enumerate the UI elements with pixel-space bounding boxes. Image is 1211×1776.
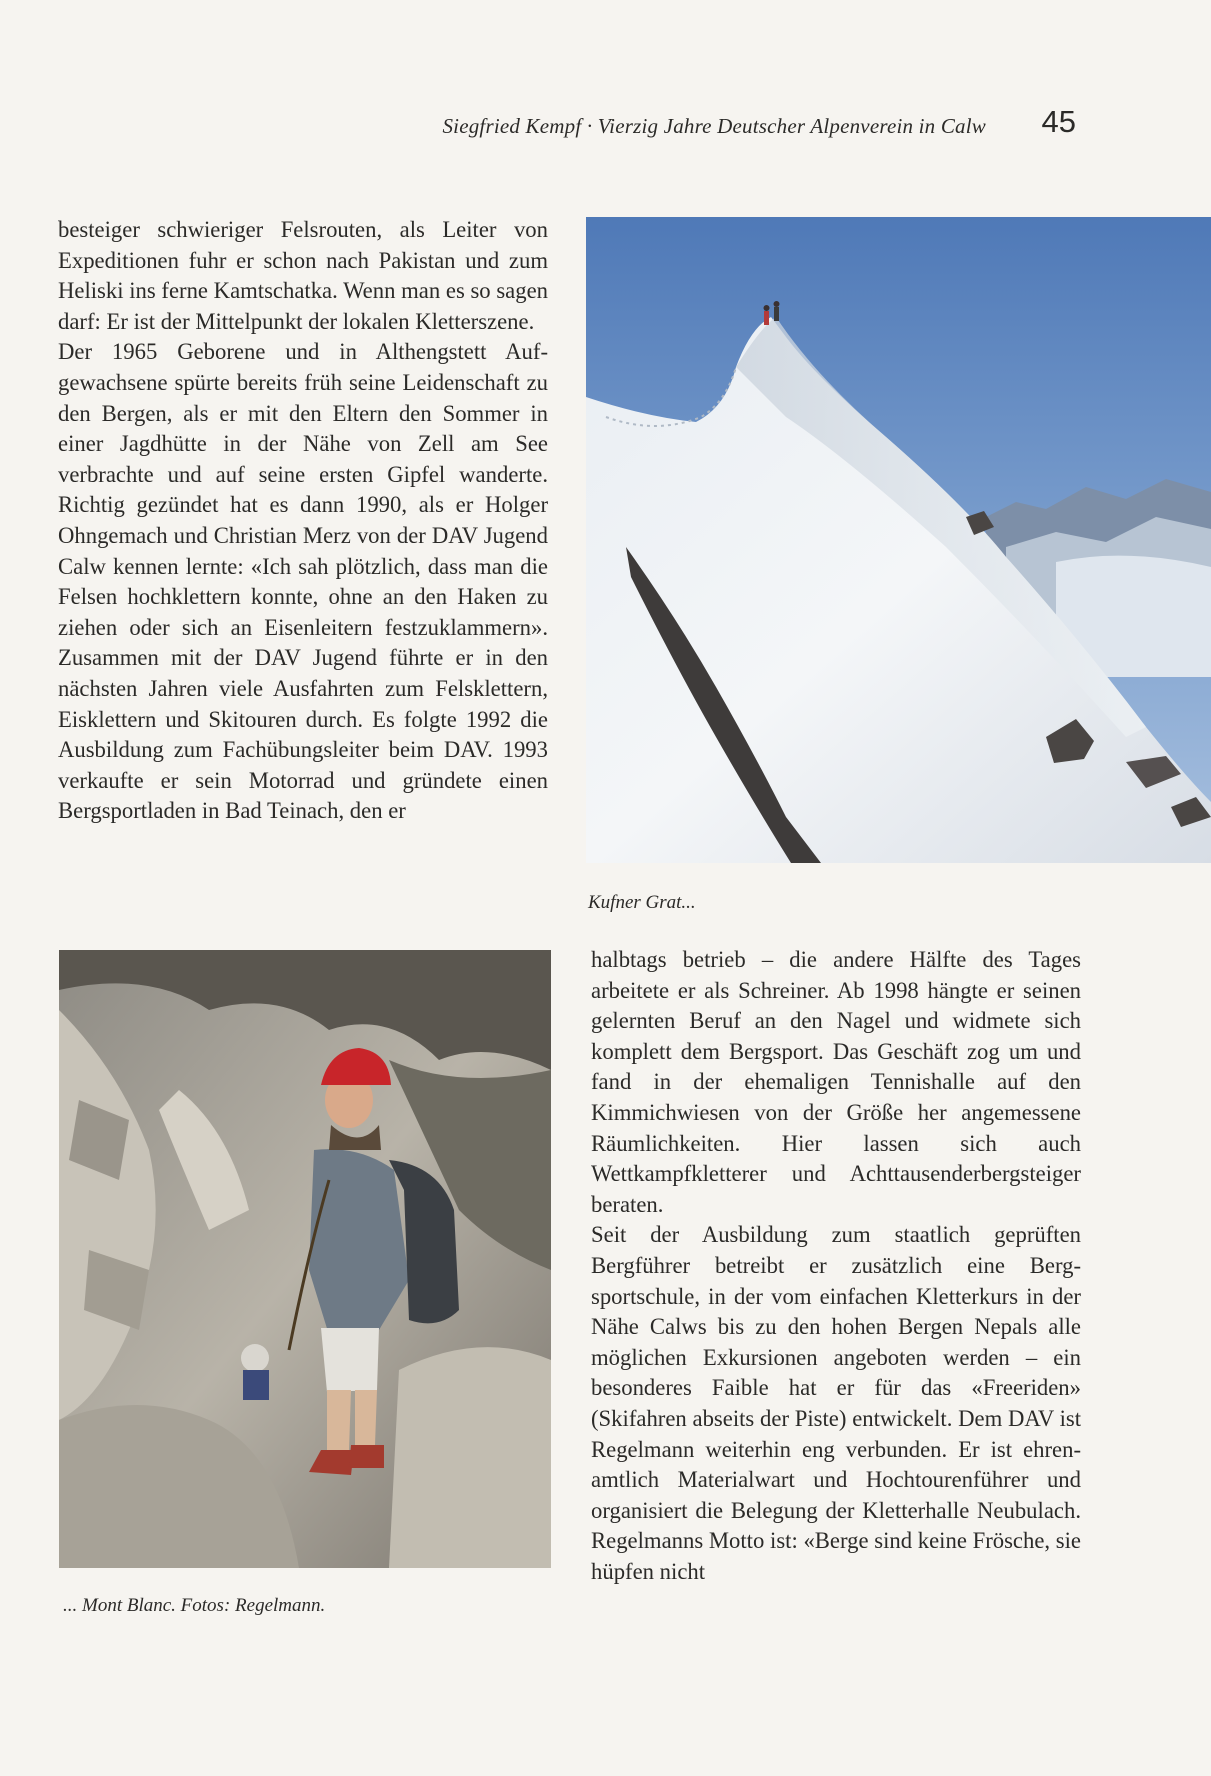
page-number: 45 xyxy=(1041,104,1076,139)
right-paragraph-2: Seit der Ausbildung zum staatlich geprüften Bergführer betreibt er zusätzlich eine Bergsportschule, in der vom einfachen Kletterkurs in der Nähe Calws bis zu den hohen Bergen Nepals alle möglichen Exkursionen angeboten werden – ein besonderes Faible hat er für das «Freeriden» (Skifahren abseits der Piste) entwickelt. Dem DAV ist Regelmann weiterhin eng verbunden. Er ist ehrenamtlich Materialwart und Hochtourenführer und organisiert die Belegung der Kletterhalle Neubulach. Regelmanns Motto ist: «Berge sind keine Frösche, sie hüpfen nicht xyxy=(591,1222,1081,1584)
climber-figure-2 xyxy=(774,307,779,321)
left-text-column xyxy=(58,215,548,827)
ridge-photo-caption: Kufner Grat... xyxy=(588,892,696,913)
climber-illustration xyxy=(59,950,551,1568)
belayer-helmet xyxy=(241,1344,269,1372)
right-text-column xyxy=(591,945,1081,1587)
climber-figure-1 xyxy=(764,311,769,325)
left-paragraph-2: Der 1965 Geborene und in Althengstett Aufgewachsene spürte bereits früh seine Leidenschaft zu den Bergen, als er mit den Eltern den Sommer in einer Jagdhütte in der Nähe von Zell am See verbrachte und auf seine ersten Gipfel wanderte. Richtig gezündet hat es dann 1990, als er Holger Ohngemach und Christian Merz von der DAV Jugend Calw kennen lernte: «Ich sah plötzlich, dass man die Felsen hochklettern konnte, ohne an den Haken zu ziehen oder sich an Eisenleitern festzuklammern». Zusammen mit der DAV Jugend führte er in den nächsten Jahren viele Ausfahrten zum Felsklettern, Eisklettern und Skitouren durch. Es folgte 1992 die Ausbildung zum Fachübungsleiter beim DAV. 1993 verkaufte er sein Motorrad und gründete einen Bergsportladen in Bad Teinach, den er xyxy=(58,339,548,824)
snow-ridge-photo xyxy=(586,217,1211,863)
page-header xyxy=(376,104,1076,152)
left-paragraph-1: besteiger schwieriger Felsrouten, als Leiter von Expeditionen fuhr er schon nach Pakistan und zum Heliski ins ferne Kamtschatka. Wenn man es so sagen darf: Er ist der Mittelpunkt der lokalen Kletterszene. xyxy=(58,217,548,334)
right-paragraph-1: halbtags betrieb – die andere Hälfte des Tages arbeitete er als Schreiner. Ab 1998 hängte er seinen gelernten Beruf an den Nagel und widmete sich komplett dem Bergsport. Das Geschäft zog um und fand in der ehemaligen Tennishalle auf den Kimmichwiesen von der Größe her angemessene Räumlichkeiten. Hier lassen sich auch Wettkampfkletterer und Achttausenderbergsteiger beraten. xyxy=(591,947,1081,1217)
snow-ridge-illustration xyxy=(586,217,1211,863)
running-head: Siegfried Kempf · Vierzig Jahre Deutscher Alpenverein in Calw xyxy=(442,114,986,138)
climber-photo xyxy=(59,950,551,1568)
climber-photo-caption: ... Mont Blanc. Fotos: Regelmann. xyxy=(63,1595,326,1616)
